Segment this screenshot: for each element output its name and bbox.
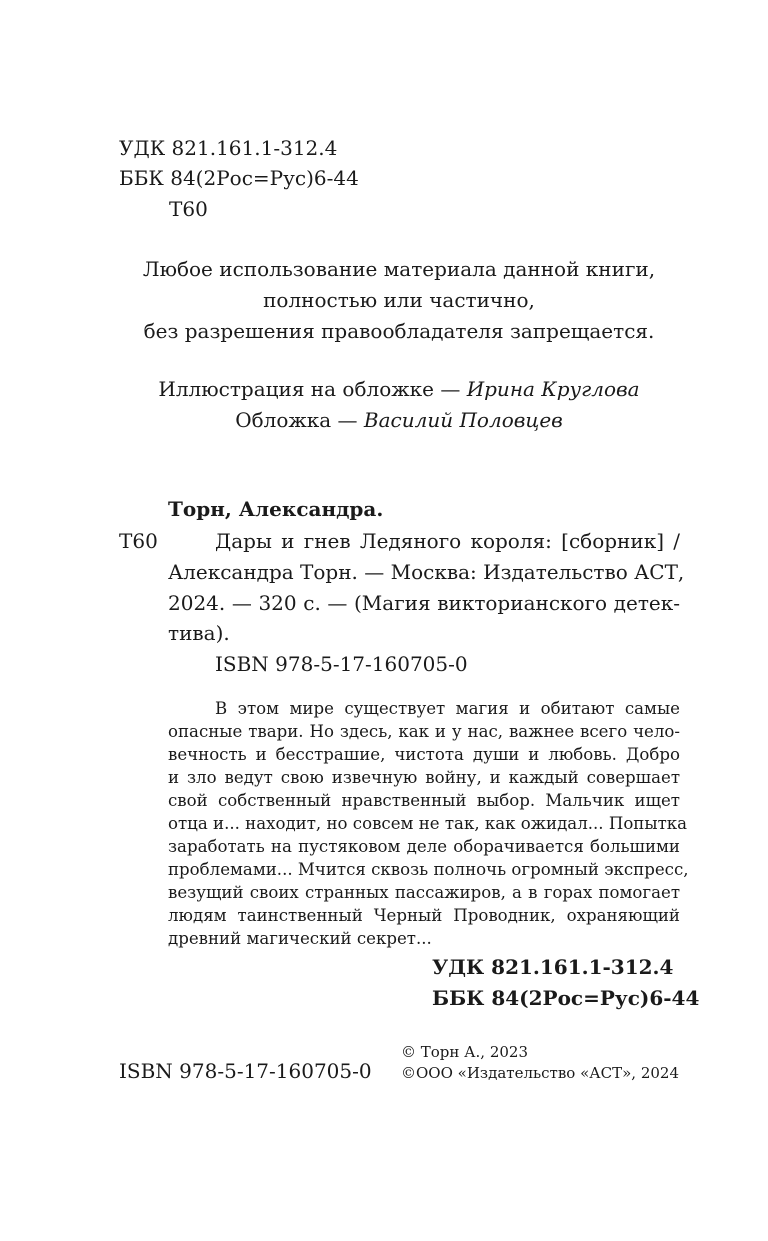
annotation-line: и зло ведут свою извечную войну, и каждый совершает <box>168 768 680 787</box>
cover-credit <box>0 408 768 432</box>
annotation-line: заработать на пустяковом деле оборачивается большими <box>168 837 680 856</box>
udk-code-bottom: УДК 821.161.1-312.4 <box>432 955 674 979</box>
copyright-notice-line1: Любое использование материала данной книги, <box>142 257 656 281</box>
cover-credit-name: Василий Половцев <box>363 408 563 432</box>
annotation-line: проблемами... Мчится сквозь полночь огромный экспресс, <box>168 860 689 879</box>
annotation-line: опасные твари. Но здесь, как и у нас, важнее всего чело- <box>168 722 680 741</box>
bbk-code-bottom: ББК 84(2Рос=Рус)6-44 <box>432 986 700 1010</box>
annotation-line: вечность и бесстрашие, чистота души и любовь. Добро <box>168 745 680 764</box>
isbn-footer: ISBN 978-5-17-160705-0 <box>119 1059 372 1083</box>
isbn-record: ISBN 978-5-17-160705-0 <box>215 652 468 676</box>
author-mark-top: Т60 <box>169 197 208 221</box>
author-mark-record: Т60 <box>119 529 158 553</box>
author-heading: Торн, Александра. <box>168 497 384 521</box>
description-line: Александра Торн. — Москва: Издательство АСТ, <box>168 560 685 584</box>
annotation-line: людям таинственный Черный Проводник, охраняющий <box>168 906 680 925</box>
annotation-line: В этом мире существует магия и обитают самые <box>215 699 680 718</box>
description-line: 2024. — 320 с. — (Магия викторианского детек- <box>168 591 680 615</box>
annotation-line: отца и... находит, но совсем не так, как ожидал... Попытка <box>168 814 688 833</box>
copyright-notice-line3: без разрешения правообладателя запрещается. <box>143 319 655 343</box>
annotation-line: свой собственный нравственный выбор. Мальчик ищет <box>168 791 680 810</box>
description-line: тива). <box>168 621 230 645</box>
udk-code-top: УДК 821.161.1-312.4 <box>119 136 338 160</box>
copyright-author: © Торн А., 2023 <box>401 1043 529 1061</box>
bbk-code-top: ББК 84(2Рос=Рус)6-44 <box>119 166 359 190</box>
illustration-credit <box>0 377 768 401</box>
illustration-credit-name: Ирина Круглова <box>466 377 640 401</box>
annotation-line: древний магический секрет... <box>168 929 432 948</box>
copyright-notice-line2: полностью или частично, <box>263 288 535 312</box>
cover-credit-label: Обложка — <box>235 408 364 432</box>
illustration-credit-label: Иллюстрация на обложке — <box>158 377 467 401</box>
description-line: Дары и гнев Ледяного короля: [сборник] / <box>215 529 680 553</box>
copyright-publisher: ©ООО «Издательство «АСТ», 2024 <box>401 1064 679 1082</box>
annotation-line: везущий своих странных пассажиров, а в горах помогает <box>168 883 680 902</box>
